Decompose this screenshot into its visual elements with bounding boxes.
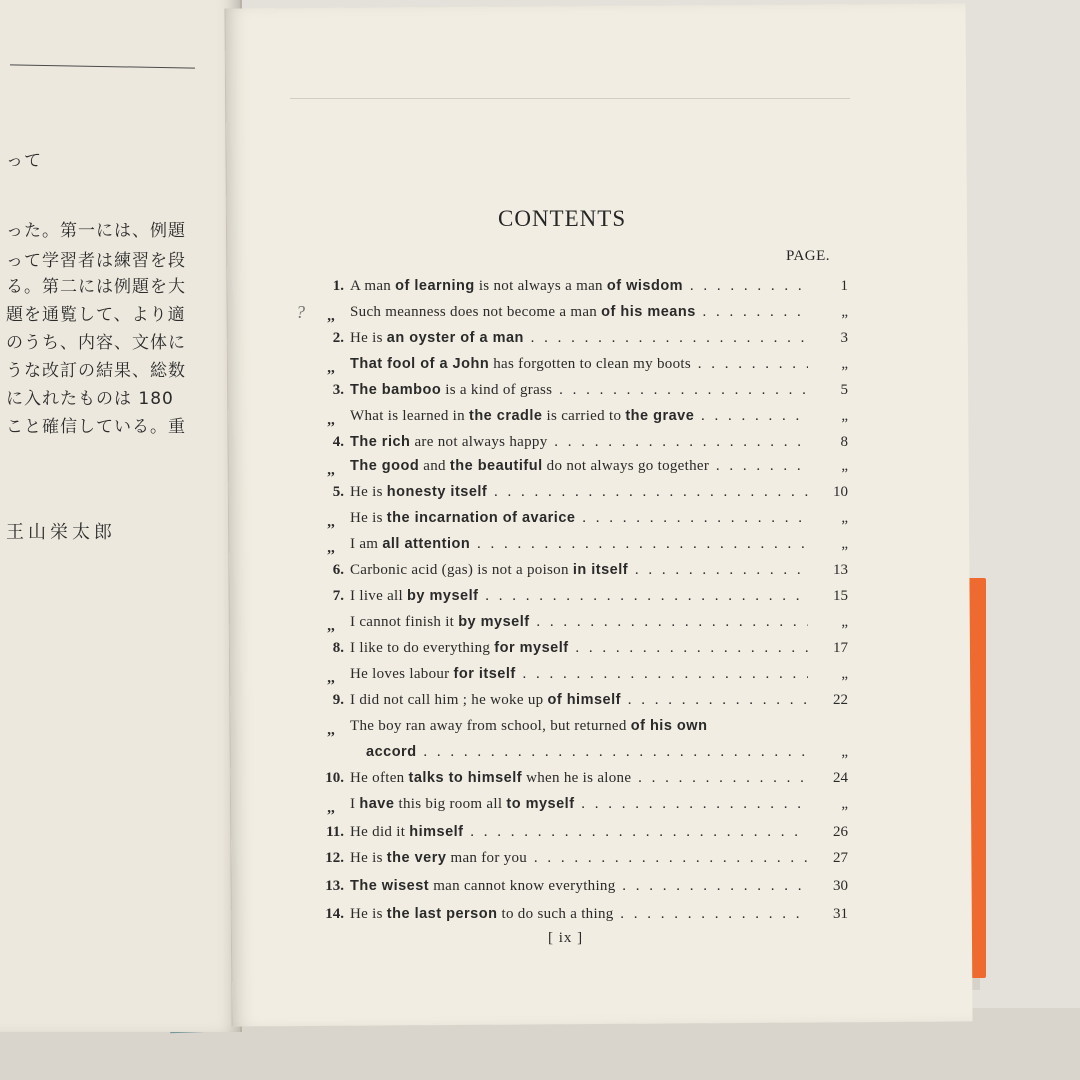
entry-page-number: „ [841, 744, 848, 760]
entry-phrase: and [419, 458, 450, 474]
entry-text [350, 796, 808, 813]
idiom-phrase: himself [409, 824, 464, 840]
entry-text [350, 718, 808, 735]
entry-phrase: when he is alone [522, 770, 632, 786]
entry-phrase: He often [350, 770, 409, 786]
entry-text [350, 562, 808, 579]
idiom-phrase: of himself [547, 692, 621, 708]
toc-entry [318, 588, 848, 610]
idiom-phrase: of learning [395, 278, 475, 294]
idiom-phrase: in itself [572, 562, 629, 578]
entry-page-number: 17 [833, 640, 848, 656]
entry-phrase: He is [350, 906, 387, 922]
idiom-phrase: of his means [601, 304, 696, 320]
toc-entry [318, 382, 848, 404]
toc-entry [318, 458, 848, 480]
left-page-line: こと確信している。重 [6, 417, 186, 437]
left-page-line: 題を通覧して、より適 [6, 305, 186, 325]
idiom-phrase: an oyster of a man [386, 330, 524, 346]
entry-text [350, 304, 808, 321]
toc-entry [318, 536, 848, 558]
handwritten-query-mark: ? [296, 302, 305, 322]
idiom-phrase: The bamboo [350, 382, 442, 398]
idiom-phrase: talks to himself [408, 770, 523, 786]
entry-text [350, 356, 808, 373]
idiom-phrase: of wisdom [606, 278, 684, 294]
entry-page-number: „ [841, 510, 848, 526]
ditto-mark: ,, [327, 360, 335, 376]
entry-page-number: 10 [833, 484, 848, 500]
idiom-phrase: by myself [407, 588, 479, 604]
entry-text [350, 666, 808, 683]
entry-phrase: He is [350, 510, 387, 526]
entry-page-number: 26 [833, 824, 848, 840]
entry-text [350, 850, 808, 867]
entry-phrase: I did not call him ; he woke up [350, 692, 548, 708]
entry-text [350, 434, 808, 451]
toc-entry [318, 484, 848, 506]
toc-entry [318, 330, 848, 352]
entry-number: 5. [332, 484, 344, 500]
ditto-mark: ,, [327, 670, 335, 686]
entry-page-number: 8 [840, 434, 848, 450]
entry-page-number: „ [841, 356, 848, 372]
entry-phrase: Such meanness does not become a man [350, 304, 602, 320]
entry-phrase: I am [350, 536, 383, 552]
left-page-line: った。第一には、例題 [6, 221, 186, 241]
entry-page-number: 27 [833, 850, 848, 866]
entry-text [350, 906, 808, 923]
entry-phrase: He is [350, 330, 387, 346]
toc-entry [318, 278, 848, 300]
entry-number: 2. [332, 330, 344, 346]
idiom-phrase: the incarnation of avarice [386, 510, 576, 526]
idiom-phrase: honesty itself [386, 484, 488, 500]
page-column-header: PAGE. [786, 248, 831, 264]
entry-text [350, 614, 808, 631]
entry-number: 4. [332, 434, 344, 450]
idiom-phrase: the grave [625, 408, 695, 424]
entry-page-number: „ [841, 666, 848, 682]
idiom-phrase: for itself [453, 666, 516, 682]
entry-page-number: 24 [833, 770, 848, 786]
entry-text [350, 770, 808, 787]
left-page-line: る。第二には例題を大 [6, 277, 186, 297]
entry-page-number: 15 [833, 588, 848, 604]
entry-phrase: What is learned in [350, 408, 469, 424]
entry-phrase: man for you [446, 850, 528, 866]
toc-entry [318, 878, 848, 900]
entry-phrase: to do such a thing [497, 906, 614, 922]
idiom-phrase: the beautiful [449, 458, 543, 474]
toc-entry [318, 408, 848, 430]
idiom-phrase: the cradle [469, 408, 543, 424]
idiom-phrase: of his own [630, 718, 708, 734]
entry-phrase: I cannot finish it [350, 614, 459, 630]
entry-text [366, 744, 808, 761]
entry-phrase: He loves labour [350, 666, 454, 682]
toc-entry [318, 510, 848, 532]
entry-number: 11. [326, 824, 344, 840]
page-number-footer: [ ix ] [548, 930, 584, 946]
entry-phrase: man cannot know everything [429, 878, 616, 894]
ditto-mark: ,, [327, 540, 335, 556]
page-title: CONTENTS [498, 206, 627, 231]
entry-page-number: 5 [840, 382, 848, 398]
ditto-mark: ,, [327, 514, 335, 530]
show-through-rule [290, 98, 850, 99]
entry-text [350, 330, 808, 347]
entry-phrase: He did it [350, 824, 410, 840]
toc-entry [318, 906, 848, 928]
entry-number: 13. [325, 878, 344, 894]
entry-page-number: 30 [833, 878, 848, 894]
toc-entry [318, 796, 848, 818]
entry-number: 14. [325, 906, 344, 922]
entry-text [350, 408, 808, 425]
left-page-line: に入れたものは 180 [6, 389, 174, 409]
entry-phrase: is not always a man [474, 278, 607, 294]
entry-text [350, 692, 808, 709]
toc-entry [318, 304, 848, 326]
ditto-mark: ,, [327, 462, 335, 478]
entry-number: 12. [325, 850, 344, 866]
entry-text [350, 640, 808, 657]
entry-number: 3. [332, 382, 344, 398]
ditto-mark: ,, [327, 800, 335, 816]
idiom-phrase: to myself [506, 796, 575, 812]
toc-entry [318, 666, 848, 688]
ditto-mark: ,, [327, 308, 335, 324]
entry-phrase: He is [350, 484, 387, 500]
toc-entry [318, 562, 848, 584]
author-name: 王山栄太郎 [6, 522, 116, 543]
idiom-phrase: have [359, 796, 395, 812]
entry-phrase: The boy ran away from school, but returned [350, 718, 631, 734]
entry-phrase: is carried to [542, 408, 626, 424]
toc-entry [318, 850, 848, 872]
entry-page-number: „ [841, 796, 848, 812]
idiom-phrase: the last person [386, 906, 498, 922]
entry-page-number: „ [841, 614, 848, 630]
toc-entry [318, 356, 848, 378]
entry-text [350, 278, 808, 295]
left-page-line: って [6, 151, 42, 171]
toc-entry [318, 770, 848, 792]
entry-text [350, 824, 808, 841]
entry-phrase: are not always happy [410, 434, 548, 450]
entry-phrase: I live all [350, 588, 408, 604]
toc-entry [318, 614, 848, 636]
entry-page-number: 3 [840, 330, 848, 346]
entry-phrase: Carbonic acid (gas) is not a poison [350, 562, 573, 578]
entry-phrase: do not always go together [542, 458, 710, 474]
idiom-phrase: accord [366, 744, 417, 760]
entry-text [350, 878, 808, 895]
entry-phrase: has forgotten to clean my boots [489, 356, 691, 372]
ditto-mark: ,, [327, 412, 335, 428]
entry-phrase: I [350, 796, 360, 812]
entry-page-number: „ [841, 304, 848, 320]
entry-page-number: „ [841, 458, 848, 474]
left-page-line: のうち、内容、文体に [6, 333, 186, 353]
toc-entry [318, 640, 848, 662]
entry-page-number: „ [841, 536, 848, 552]
entry-page-number: „ [841, 408, 848, 424]
entry-text [350, 536, 808, 553]
idiom-phrase: by myself [458, 614, 530, 630]
toc-entry [318, 434, 848, 456]
entry-phrase: He is [350, 850, 387, 866]
entry-text [350, 484, 808, 501]
entry-text [350, 588, 808, 605]
entry-text [350, 510, 808, 527]
toc-entry [318, 824, 848, 846]
entry-page-number: 22 [833, 692, 848, 708]
entry-phrase: this big room all [394, 796, 507, 812]
entry-page-number: 13 [833, 562, 848, 578]
entry-number: 7. [332, 588, 344, 604]
entry-number: 8. [332, 640, 344, 656]
toc-entry [318, 744, 848, 766]
left-page-line: うな改訂の結果、総数 [6, 361, 186, 381]
entry-page-number: 31 [833, 906, 848, 922]
entry-number: 9. [332, 692, 344, 708]
toc-entry [318, 718, 848, 740]
idiom-phrase: The rich [350, 434, 411, 450]
idiom-phrase: all attention [382, 536, 471, 552]
entry-number: 6. [332, 562, 344, 578]
idiom-phrase: The wisest [350, 878, 430, 894]
idiom-phrase: the very [386, 850, 447, 866]
entry-number: 10. [325, 770, 344, 786]
entry-phrase: I like to do everything [350, 640, 495, 656]
toc-entry [318, 692, 848, 714]
ditto-mark: ,, [327, 722, 335, 738]
entry-phrase: A man [350, 278, 396, 294]
idiom-phrase: for myself [494, 640, 569, 656]
entry-number: 1. [332, 278, 344, 294]
entry-text [350, 458, 808, 475]
left-page-line: って学習者は練習を段 [6, 251, 186, 271]
entry-phrase: is a kind of grass [441, 382, 553, 398]
entry-text [350, 382, 808, 399]
entry-page-number: 1 [840, 278, 848, 294]
ditto-mark: ,, [327, 618, 335, 634]
idiom-phrase: That fool of a John [350, 356, 490, 372]
idiom-phrase: The good [350, 458, 420, 474]
